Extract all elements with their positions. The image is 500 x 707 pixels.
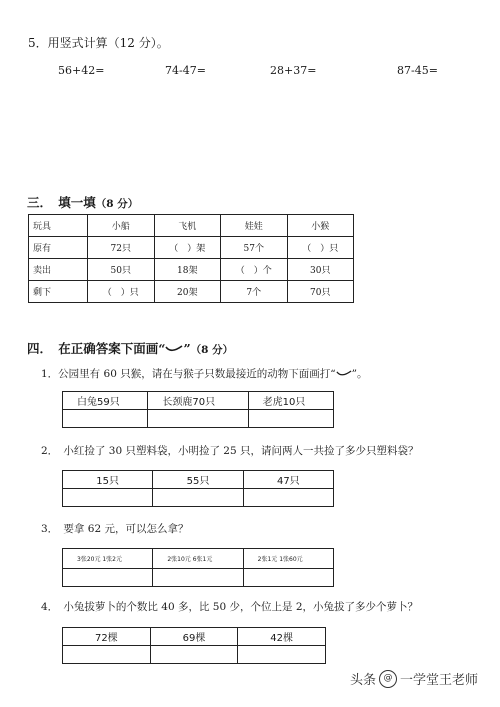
section-3-points: （8 分） bbox=[95, 198, 139, 210]
table-row bbox=[63, 646, 326, 664]
table-cell: （ ）只 bbox=[88, 281, 155, 303]
answer-cell[interactable] bbox=[153, 489, 243, 507]
option-cell: 白兔59只 bbox=[63, 392, 148, 410]
table-cell: 剩下 bbox=[29, 281, 88, 303]
question-1-text-end: ”。 bbox=[351, 368, 368, 380]
question-1-text: 1．公园里有 60 只猴，请在与猴子只数最接近的动物下面画打“ bbox=[41, 368, 336, 380]
answer-cell[interactable] bbox=[238, 646, 326, 664]
toy-table bbox=[28, 214, 354, 303]
table-row bbox=[29, 237, 354, 259]
option-cell: 3张20元 1张2元 bbox=[63, 549, 153, 569]
option-cell: 2张10元 6张1元 bbox=[153, 549, 243, 569]
table-cell: 7个 bbox=[221, 281, 288, 303]
answer-table-3 bbox=[62, 548, 334, 587]
table-row bbox=[63, 628, 326, 646]
table-row bbox=[63, 569, 334, 587]
option-cell: 长颈鹿70只 bbox=[148, 392, 248, 410]
answer-cell[interactable] bbox=[243, 569, 333, 587]
table-cell: 20架 bbox=[154, 281, 221, 303]
section-4-title bbox=[27, 339, 233, 357]
calc-problem-1: 56+42= bbox=[58, 64, 105, 77]
q5-title: 5．用竖式计算（12 分）。 bbox=[28, 36, 169, 50]
answer-cell[interactable] bbox=[63, 569, 153, 587]
table-row bbox=[63, 410, 334, 428]
watermark bbox=[350, 669, 478, 688]
answer-table-1 bbox=[62, 391, 334, 428]
section-3-heading: 三． 填一填 bbox=[27, 195, 96, 210]
check-mark-icon bbox=[165, 345, 183, 355]
answer-cell[interactable] bbox=[150, 646, 238, 664]
question-2: 2． 小红捡了 30 只塑料袋，小明捡了 25 只，请问两人一共捡了多少只塑料袋？ bbox=[41, 445, 419, 457]
table-cell: 卖出 bbox=[29, 259, 88, 281]
option-cell: 55只 bbox=[153, 471, 243, 489]
option-cell: 72棵 bbox=[63, 628, 151, 646]
option-cell: 47只 bbox=[243, 471, 333, 489]
table-cell: （ ）架 bbox=[154, 237, 221, 259]
option-cell: 2张1元 1张60元 bbox=[243, 549, 333, 569]
table-cell: （ ）只 bbox=[287, 237, 354, 259]
table-row bbox=[29, 281, 354, 303]
table-row bbox=[29, 215, 354, 237]
answer-cell[interactable] bbox=[248, 410, 333, 428]
check-mark-icon bbox=[336, 370, 352, 379]
table-cell: 飞机 bbox=[154, 215, 221, 237]
table-cell: （ ）个 bbox=[221, 259, 288, 281]
section-4-heading: 四． 在正确答案下面画“ bbox=[27, 341, 166, 356]
table-cell: 小船 bbox=[88, 215, 155, 237]
table-cell: 30只 bbox=[287, 259, 354, 281]
answer-cell[interactable] bbox=[63, 646, 151, 664]
table-row bbox=[29, 259, 354, 281]
watermark-name: 一学堂王老师 bbox=[399, 673, 478, 688]
table-cell: 玩具 bbox=[29, 215, 88, 237]
watermark-prefix: 头条 bbox=[349, 673, 376, 688]
table-cell: 娃娃 bbox=[221, 215, 288, 237]
table-row bbox=[63, 471, 334, 489]
question-1 bbox=[41, 366, 367, 381]
at-logo-icon: @ bbox=[379, 670, 397, 688]
question-4: 4． 小兔拔萝卜的个数比 40 多，比 50 少，个位上是 2，小兔拔了多少个萝卜？ bbox=[41, 601, 419, 613]
option-cell: 42棵 bbox=[238, 628, 326, 646]
answer-cell[interactable] bbox=[148, 410, 248, 428]
answer-table-4 bbox=[62, 627, 326, 664]
table-row bbox=[63, 489, 334, 507]
section-3-title bbox=[27, 193, 138, 211]
option-cell: 69棵 bbox=[150, 628, 238, 646]
calc-problem-2: 74-47= bbox=[165, 64, 206, 77]
answer-cell[interactable] bbox=[63, 489, 153, 507]
table-cell: 57个 bbox=[221, 237, 288, 259]
table-row bbox=[63, 392, 334, 410]
answer-cell[interactable] bbox=[63, 410, 148, 428]
answer-table-2 bbox=[62, 470, 334, 507]
answer-cell[interactable] bbox=[153, 569, 243, 587]
table-cell: 70只 bbox=[287, 281, 354, 303]
table-cell: 72只 bbox=[88, 237, 155, 259]
table-row bbox=[63, 549, 334, 569]
option-cell: 15只 bbox=[63, 471, 153, 489]
option-cell: 老虎10只 bbox=[248, 392, 333, 410]
table-cell: 原有 bbox=[29, 237, 88, 259]
section-4-heading-end: ” bbox=[183, 341, 191, 356]
table-cell: 18架 bbox=[154, 259, 221, 281]
question-3: 3． 要拿 62 元，可以怎么拿？ bbox=[41, 523, 189, 535]
section-4-points: （8 分） bbox=[190, 344, 234, 356]
table-cell: 小猴 bbox=[287, 215, 354, 237]
calc-problem-3: 28+37= bbox=[270, 64, 317, 77]
table-cell: 50只 bbox=[88, 259, 155, 281]
answer-cell[interactable] bbox=[243, 489, 333, 507]
calc-problem-4: 87-45= bbox=[397, 64, 438, 77]
